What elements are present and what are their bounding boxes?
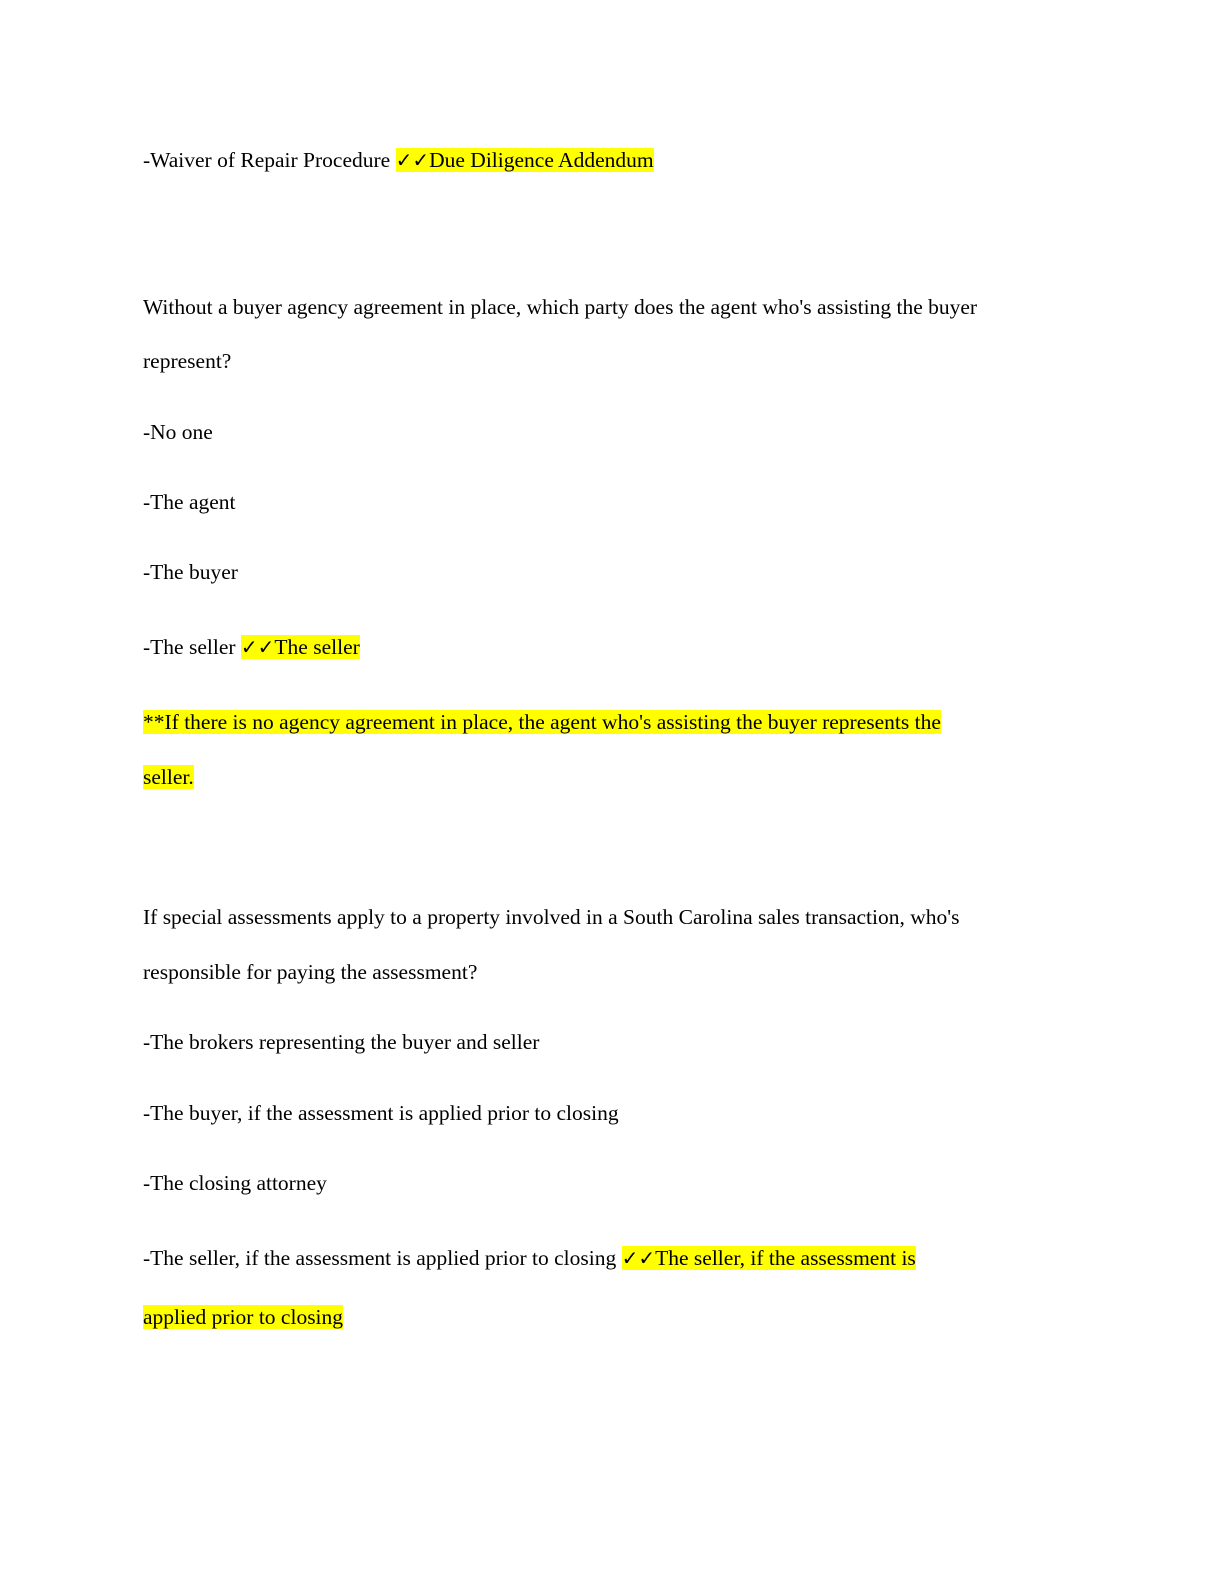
question-1-option-answer-line xyxy=(143,632,360,662)
question-2-option: -The seller, if the assessment is applied prior to closing xyxy=(143,1246,617,1270)
question-1-option: -The seller xyxy=(143,635,236,659)
question-2-answer-cont xyxy=(143,1302,343,1332)
question-1-option: -The buyer xyxy=(143,560,238,584)
question-1-explanation-cont xyxy=(143,762,194,792)
prev-answer-line xyxy=(143,145,654,175)
question-2-option: -The closing attorney xyxy=(143,1171,327,1195)
double-check-icon: ✓✓ xyxy=(395,148,430,172)
answer-highlight xyxy=(396,148,654,172)
question-2-text: If special assessments apply to a property involved in a South Carolina sales transaction, who's xyxy=(143,905,960,929)
answer-text: Due Diligence Addendum xyxy=(429,148,654,172)
explanation-text: seller. xyxy=(143,765,194,789)
question-1-text: Without a buyer agency agreement in place, which party does the agent who's assisting the buyer xyxy=(143,295,978,319)
question-1-explanation xyxy=(143,707,941,737)
answer-highlight xyxy=(241,635,360,659)
answer-text: The seller xyxy=(274,635,360,659)
double-check-icon: ✓✓ xyxy=(621,1246,656,1270)
question-2-option: -The buyer, if the assessment is applied prior to closing xyxy=(143,1101,619,1125)
answer-text: applied prior to closing xyxy=(143,1305,344,1329)
question-2-text-cont: responsible for paying the assessment? xyxy=(143,960,478,984)
answer-text: The seller, if the assessment is xyxy=(655,1246,916,1270)
question-2-option: -The brokers representing the buyer and seller xyxy=(143,1030,540,1054)
answer-highlight xyxy=(622,1246,916,1270)
question-1-text-cont: represent? xyxy=(143,349,232,373)
explanation-text: **If there is no agency agreement in place, the agent who's assisting the buyer represents the xyxy=(143,710,941,734)
option-text: -Waiver of Repair Procedure xyxy=(143,148,391,172)
question-1-option: -The agent xyxy=(143,490,236,514)
double-check-icon: ✓✓ xyxy=(240,635,275,659)
question-2-option-answer-line xyxy=(143,1243,916,1273)
question-1-option: -No one xyxy=(143,420,213,444)
